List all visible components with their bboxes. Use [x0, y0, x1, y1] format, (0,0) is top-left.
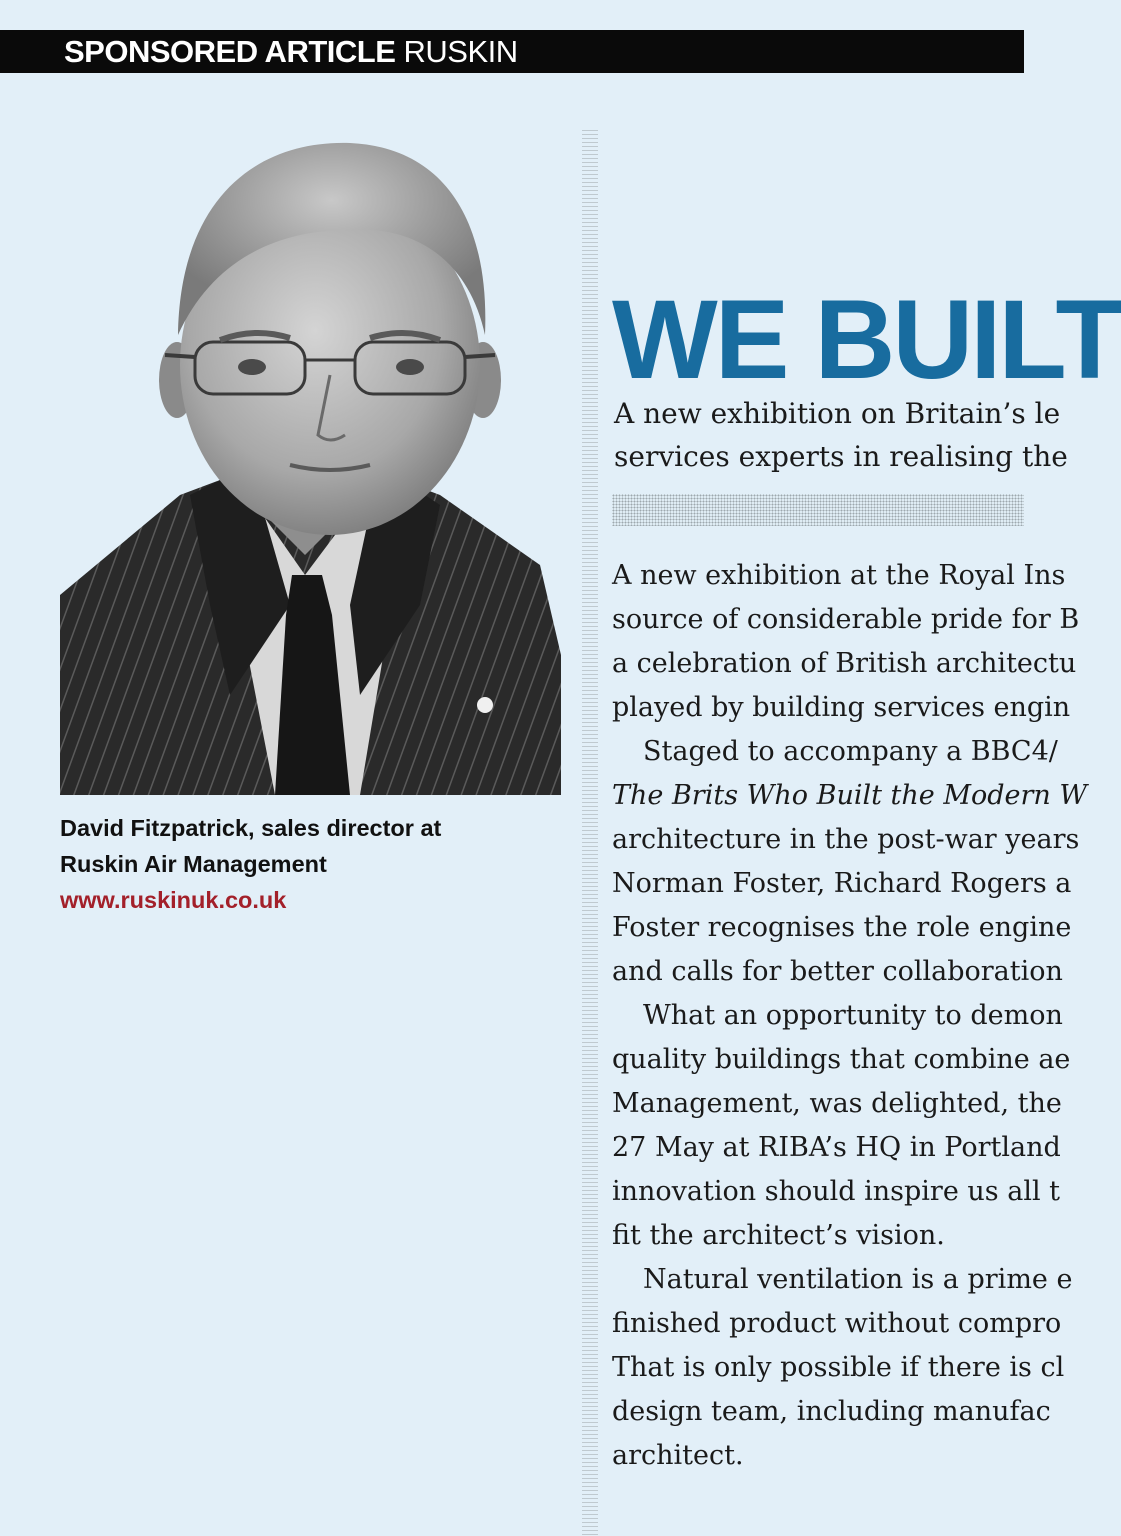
body-line: Natural ventilation is a prime e: [643, 1264, 1073, 1295]
section-label: SPONSORED ARTICLE: [64, 34, 396, 69]
body-line: Foster recognises the role engine: [612, 912, 1072, 943]
website-link[interactable]: www.ruskinuk.co.uk: [60, 887, 287, 913]
standfirst: [614, 392, 1068, 478]
body-line: Norman Foster, Richard Rogers a: [612, 868, 1072, 899]
body-line: design team, including manufac: [612, 1396, 1051, 1427]
body-line: a celebration of British architectu: [612, 648, 1077, 679]
banner-text: [64, 30, 518, 73]
body-line: Staged to accompany a BBC4/: [643, 736, 1058, 767]
body-line: That is only possible if there is cl: [612, 1352, 1065, 1383]
body-line: What an opportunity to demon: [643, 1000, 1063, 1031]
body-line: The Brits Who Built the Modern W: [612, 780, 1088, 811]
body-line: finished product without compro: [612, 1308, 1062, 1339]
body-line: quality buildings that combine ae: [612, 1044, 1071, 1075]
article-body: [612, 554, 1088, 1478]
body-line: and calls for better collaboration: [612, 956, 1063, 987]
body-line: played by building services engin: [612, 692, 1071, 723]
standfirst-line: services experts in realising the: [614, 440, 1068, 473]
dotted-rule: [612, 494, 1024, 526]
body-line: A new exhibition at the Royal Ins: [612, 560, 1066, 591]
body-line: innovation should inspire us all t: [612, 1176, 1061, 1207]
body-line: architect.: [612, 1440, 744, 1471]
article-headline: WE BUILT: [612, 277, 1121, 402]
column-divider: [582, 130, 598, 1536]
body-line: fit the architect’s vision.: [612, 1220, 945, 1251]
brand-name: RUSKIN: [403, 34, 518, 69]
standfirst-line: A new exhibition on Britain’s le: [614, 397, 1061, 430]
body-line: source of considerable pride for B: [612, 604, 1080, 635]
caption-company: Ruskin Air Management: [60, 851, 327, 877]
photo-caption: [60, 810, 560, 918]
caption-name: David Fitzpatrick, sales director at: [60, 815, 442, 841]
body-line: architecture in the post-war years: [612, 824, 1080, 855]
body-line: 27 May at RIBA’s HQ in Portland: [612, 1132, 1061, 1163]
top-banner: [0, 30, 1024, 73]
body-line: Management, was delighted, the: [612, 1088, 1062, 1119]
portrait-photo: [60, 135, 561, 795]
